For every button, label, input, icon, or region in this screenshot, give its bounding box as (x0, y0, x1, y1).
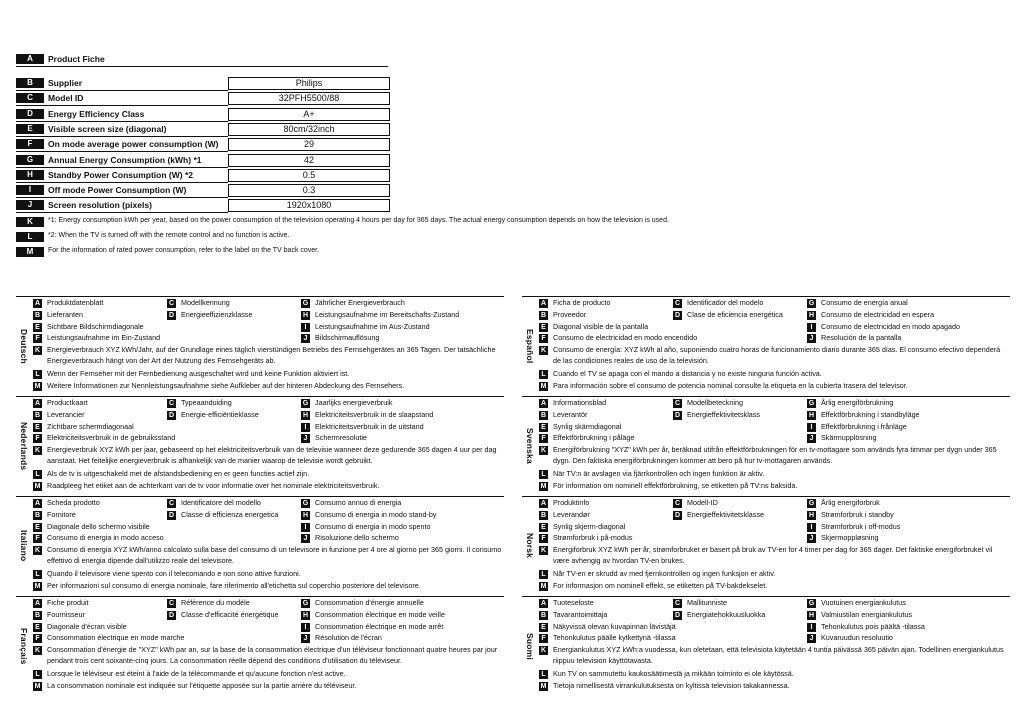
item-letter-f: F (33, 534, 42, 543)
item-letter-k: K (540, 347, 547, 355)
item-text-i: Consumo di energia in modo spento (315, 521, 431, 531)
item-letter-m: M (540, 482, 547, 490)
item-text-g: Jaarlijks energieverbruik (315, 398, 393, 407)
item-letter-g: G (302, 600, 309, 607)
item-letter-h: H (808, 411, 815, 419)
language-name: Italiano (19, 530, 29, 562)
item-text-m: La consommation nominale est indiquée sur l'étiquette apposée sur la partie arrière du téléviseur. (47, 680, 357, 690)
item-text-a: Tuoteseloste (553, 598, 594, 607)
item-text-f: Leistungsaufnahme im Ein-Zustand (47, 333, 161, 343)
item-letter-g: G (808, 400, 815, 407)
item-text-g: Consumo annuo di energia (315, 498, 402, 507)
item-letter-a: A (540, 600, 547, 607)
item-letter-h: H (302, 511, 309, 519)
fiche-row-letter: J (16, 200, 44, 210)
item-text-i: Leistungsaufnahme im Aus-Zustand (315, 321, 430, 331)
item-text-e: Zichtbare schermdiagonaal (47, 421, 134, 431)
fiche-row-label: Visible screen size (diagonal) (48, 124, 167, 134)
fiche-row-rule (16, 182, 228, 183)
item-letter-l: L (33, 370, 42, 379)
fiche-title: Product Fiche (48, 54, 105, 64)
item-letter-i: I (807, 323, 816, 332)
item-letter-e: E (33, 423, 42, 432)
fiche-row-value: 0.3 (228, 184, 390, 197)
item-letter-c: C (168, 500, 175, 507)
item-letter-d: D (168, 311, 175, 319)
item-text-f: Effektförbrukning i påläge (553, 433, 635, 443)
fiche-row-rule (16, 212, 228, 213)
fiche-row-label: Annual Energy Consumption (kWh) *1 (48, 155, 202, 165)
fiche-row-letter: E (16, 124, 44, 134)
item-text-k: Consumo de energía: XYZ kWh al año, suponiendo cuatro horas de funcionamiento diario durante 365 días. El consumo efectivo dependerá de las condiciones reales de uso de la televisión. (553, 345, 1001, 366)
language-block-rule (16, 396, 504, 397)
item-letter-c: C (674, 500, 681, 507)
item-text-m: For informasjon om nominell effekt, se etiketten på TV-bakdekselet. (553, 580, 768, 590)
item-text-d: Energiatehokkuusluokka (687, 609, 766, 619)
item-text-b: Fornitore (47, 509, 76, 519)
item-text-j: Risoluzione dello schermo (315, 533, 399, 543)
item-letter-h: H (302, 311, 309, 319)
fiche-row-label: Model ID (48, 93, 84, 103)
item-text-d: Classe d'efficacité énergétique (181, 609, 279, 619)
item-letter-f: F (539, 634, 548, 643)
item-letter-k: K (540, 647, 547, 655)
item-letter-e: E (539, 523, 548, 532)
item-letter-d: D (674, 311, 681, 319)
item-letter-i: I (807, 623, 816, 632)
fiche-note-text: *2: When the TV is turned off with the remote control and no function is active. (48, 232, 290, 239)
item-text-c: Modellbeteckning (687, 398, 743, 407)
item-letter-c: C (168, 600, 175, 607)
item-text-k: Energiförbrukning "XYZ" kWh per år, beräknad utifrån effektförbrukningen för en tv-mottagare som används fyra timmar per dygn under 365 dygn. Den faktiska energiförbrukningen kommer att bero på hur tv-mottagaren används. (553, 445, 997, 466)
item-text-c: Identificatore del modello (181, 498, 261, 507)
item-text-h: Consommation électrique en mode veille (315, 609, 445, 619)
item-letter-a: A (540, 300, 547, 307)
item-text-c: Identificador del modelo (687, 298, 764, 307)
item-text-l: Als de tv is uitgeschakeld met de afstandsbediening en er geen functies actief zijn. (47, 468, 310, 478)
item-text-a: Productkaart (47, 398, 88, 407)
item-letter-l: L (539, 670, 548, 679)
item-text-a: Scheda prodotto (47, 498, 100, 507)
item-text-b: Leverancier (47, 409, 85, 419)
item-letter-k: K (540, 547, 547, 555)
fiche-row-label: Supplier (48, 78, 83, 88)
item-letter-a: A (34, 400, 41, 407)
item-text-l: När TV:n är avslagen via fjärrkontrollen och ingen funktion är aktiv. (553, 468, 765, 478)
item-letter-l: L (539, 470, 548, 479)
item-letter-d: D (674, 411, 681, 419)
fiche-row-rule (16, 167, 228, 168)
item-letter-f: F (539, 534, 548, 543)
item-text-i: Strømforbruk i off-modus (821, 521, 901, 531)
item-letter-i: I (301, 523, 310, 532)
item-text-i: Effektförbrukning i frånläge (821, 421, 907, 431)
item-text-h: Elektriciteitsverbruik in de slaapstand (315, 409, 434, 419)
item-text-a: Ficha de producto (553, 298, 611, 307)
item-text-d: Energieffektivitetsklasse (687, 509, 764, 519)
item-text-m: För information om nominell effektförbrukning, se etiketten på TV:ns baksida. (553, 480, 798, 490)
item-letter-j: J (807, 334, 816, 343)
fiche-row-label: Off mode Power Consumption (W) (48, 185, 187, 195)
item-letter-d: D (168, 611, 175, 619)
item-letter-b: B (540, 511, 547, 519)
item-letter-e: E (33, 323, 42, 332)
item-letter-f: F (33, 334, 42, 343)
item-text-b: Lieferanten (47, 309, 83, 319)
language-block (16, 396, 504, 494)
fiche-row-label: Standby Power Consumption (W) *2 (48, 170, 193, 180)
fiche-row-rule (16, 105, 228, 106)
item-text-e: Diagonale dello schermo visibile (47, 521, 150, 531)
item-letter-i: I (807, 523, 816, 532)
item-letter-k: K (34, 547, 41, 555)
item-letter-g: G (808, 600, 815, 607)
item-letter-b: B (540, 311, 547, 319)
fiche-row-value: A+ (228, 108, 390, 121)
item-text-j: Kuvaruudun resoluutio (821, 633, 893, 643)
fiche-row-rule (16, 197, 228, 198)
item-letter-g: G (808, 500, 815, 507)
language-name: Svenska (525, 428, 535, 464)
fiche-row-letter: G (16, 155, 44, 165)
fiche-row-value: 32PFH5500/88 (228, 92, 390, 105)
language-block-rule (522, 596, 1010, 597)
language-name-column (522, 400, 538, 492)
item-letter-d: D (674, 511, 681, 519)
item-text-i: Consumo de electricidad en modo apagado (821, 321, 961, 331)
item-text-d: Clase de eficiencia energética (687, 309, 783, 319)
item-text-k: Energiforbruk XYZ kWh per år, strømforbruket er basert på bruk av TV-en for 4 timer per dag for 365 dager. Det faktiske energiforbruket vil være avhengig av hvordan TV-en brukes. (553, 545, 993, 566)
item-text-c: Modellkennung (181, 298, 230, 307)
item-letter-e: E (33, 523, 42, 532)
item-text-c: Typeaanduiding (181, 398, 232, 407)
item-text-a: Fiche produit (47, 598, 89, 607)
item-letter-a: A (34, 500, 41, 507)
item-letter-f: F (33, 634, 42, 643)
item-letter-j: J (301, 634, 310, 643)
item-text-j: Bildschirmauflösung (315, 333, 380, 343)
item-letter-m: M (540, 382, 547, 390)
item-letter-a: A (540, 400, 547, 407)
item-text-i: Tehonkulutus pois päältä -tilassa (821, 621, 925, 631)
fiche-row-letter: F (16, 139, 44, 149)
item-letter-i: I (301, 423, 310, 432)
item-text-d: Energieeffizienzklasse (181, 309, 253, 319)
item-text-c: Modell-ID (687, 498, 718, 507)
item-text-g: Consumo de energía anual (821, 298, 908, 307)
item-letter-a: A (540, 500, 547, 507)
item-letter-h: H (302, 611, 309, 619)
item-text-g: Årlig energiförbrukning (821, 398, 894, 407)
language-name-column (16, 400, 32, 492)
item-letter-m: M (34, 482, 41, 490)
item-text-k: Consumo di energia XYZ kWh/anno calcolato sulla base del consumo di un televisore in funzione per 4 ore al giorno per 365 giorni. Il consumo effettivo di energia dipende dall'utilizzo reale del televisore. (47, 545, 502, 566)
item-letter-d: D (674, 611, 681, 619)
item-text-i: Elektriciteitsverbruik in de uitstand (315, 421, 424, 431)
item-letter-c: C (674, 300, 681, 307)
language-name: Suomi (525, 632, 535, 660)
item-letter-b: B (34, 511, 41, 519)
item-text-m: Weitere Informationen zur Nennleistungsaufnahme siehe Aufkleber auf der hinteren Abdeckung des Fernsehers. (47, 380, 405, 390)
item-letter-c: C (168, 400, 175, 407)
item-text-d: Energie-efficiëntieklasse (181, 409, 259, 419)
item-letter-i: I (301, 323, 310, 332)
item-text-m: Raadpleeg het etiket aan de achterkant van de tv voor informatie over het nominale elektriciteitsverbruik. (47, 480, 380, 490)
item-letter-j: J (301, 534, 310, 543)
item-letter-m: M (34, 582, 41, 590)
item-text-l: Lorsque le téléviseur est éteint à l'aide de la télécommande et qu'aucune fonction n'est active. (47, 668, 346, 678)
item-text-b: Leverantör (553, 409, 588, 419)
fiche-note-letter: M (16, 247, 44, 257)
fiche-row-rule (16, 151, 228, 152)
item-text-h: Consumo de electricidad en espera (821, 309, 935, 319)
item-letter-a: A (34, 300, 41, 307)
fiche-row-letter: H (16, 170, 44, 180)
item-text-g: Consommation d'énergie annuelle (315, 598, 424, 607)
fiche-row-letter: D (16, 109, 44, 119)
item-letter-f: F (539, 334, 548, 343)
item-text-h: Valmiustilan energiankulutus (821, 609, 912, 619)
fiche-row-letter: C (16, 93, 44, 103)
item-letter-l: L (33, 470, 42, 479)
fiche-row-rule (16, 90, 228, 91)
item-letter-g: G (302, 300, 309, 307)
item-text-f: Consumo di energia in modo acceso (47, 533, 164, 543)
item-text-m: Per informazioni sul consumo di energia nominale, fare riferimento all'etichetta sul coperchio posteriore del televisore. (47, 580, 421, 590)
item-letter-c: C (168, 300, 175, 307)
fiche-row-letter: B (16, 78, 44, 88)
item-letter-f: F (33, 434, 42, 443)
item-text-h: Strømforbruk i standby (821, 509, 894, 519)
item-letter-k: K (34, 347, 41, 355)
item-text-g: Vuotuinen energiankulutus (821, 598, 906, 607)
fiche-row-label: On mode average power consumption (W) (48, 139, 219, 149)
item-text-h: Leistungsaufnahme im Bereitschafts-Zustand (315, 309, 460, 319)
fiche-note-letter: K (16, 217, 44, 227)
fiche-row-value: 80cm/32inch (228, 123, 390, 136)
fiche-note-text: *1: Energy consumption kWh per year, based on the power consumption of the television operating 4 hours per day for 365 days. The actual energy consumption depends on how the television is used. (48, 217, 669, 224)
item-text-l: Kun TV on sammutettu kaukosäätimestä ja mikään toiminto ei ole käytössä. (553, 668, 794, 678)
language-name: Español (525, 328, 535, 364)
item-letter-j: J (807, 434, 816, 443)
item-text-f: Strømforbruk i på-modus (553, 533, 633, 543)
item-letter-l: L (33, 670, 42, 679)
item-letter-f: F (539, 434, 548, 443)
item-text-l: Quando il televisore viene spento con il telecomando e non sono attive funzioni. (47, 568, 301, 578)
language-name-column (522, 600, 538, 692)
language-name-column (522, 500, 538, 592)
fiche-row-value: 0.5 (228, 169, 390, 182)
item-letter-h: H (808, 311, 815, 319)
item-text-h: Consumo di energia in modo stand-by (315, 509, 437, 519)
item-letter-m: M (34, 382, 41, 390)
item-text-k: Energieverbruik XYZ kWh per jaar, gebaseerd op het elektriciteitsverbruik van de televisie wanneer deze gedurende 365 dagen 4 uur per dag aanstaat. Het feitelijke energieverbruik is afhankelijk van de manier waarop de televisie wordt gebruikt. (47, 445, 497, 466)
item-letter-b: B (34, 311, 41, 319)
item-letter-g: G (808, 300, 815, 307)
item-letter-k: K (34, 647, 41, 655)
language-name: Deutsch (19, 328, 29, 364)
item-text-f: Consumo de electricidad en modo encendido (553, 333, 698, 343)
language-block (522, 496, 1010, 594)
item-letter-b: B (540, 611, 547, 619)
item-letter-d: D (168, 411, 175, 419)
language-block (522, 596, 1010, 694)
fiche-row-rule (16, 121, 228, 122)
item-text-j: Résolution de l'écran (315, 633, 382, 643)
item-text-j: Skärmupplösning (821, 433, 877, 443)
item-text-j: Resolución de la pantalla (821, 333, 902, 343)
item-letter-j: J (301, 334, 310, 343)
item-text-m: Tietoja nimellisestä virrankulutuksesta on kyltissä television takakannessa. (553, 680, 790, 690)
item-text-j: Skjermoppløsning (821, 533, 879, 543)
fiche-row-value: 1920x1080 (228, 199, 390, 212)
item-letter-a: A (34, 600, 41, 607)
language-block (16, 296, 504, 394)
item-text-g: Jährlicher Energieverbrauch (315, 298, 405, 307)
item-text-b: Leverandør (553, 509, 590, 519)
item-letter-e: E (539, 323, 548, 332)
item-letter-h: H (808, 611, 815, 619)
item-letter-m: M (34, 682, 41, 690)
item-letter-h: H (302, 411, 309, 419)
language-block (16, 496, 504, 594)
language-block (522, 296, 1010, 394)
item-text-e: Synlig skärmdiagonal (553, 421, 622, 431)
item-text-f: Consommation électrique en mode marche (47, 633, 185, 643)
item-letter-j: J (807, 634, 816, 643)
item-text-f: Elektriciteitsverbruik in de gebruiksstand (47, 433, 176, 443)
language-name: Nederlands (19, 421, 29, 471)
item-letter-m: M (540, 582, 547, 590)
fiche-row-label: Screen resolution (pixels) (48, 200, 152, 210)
fiche-title-letter: A (16, 54, 44, 64)
fiche-note-letter: L (16, 232, 44, 242)
item-letter-m: M (540, 682, 547, 690)
item-text-l: Wenn der Fernseher mit der Fernbedienung ausgeschaltet wird und keine Funktion aktiviert ist. (47, 368, 350, 378)
item-text-a: Informationsblad (553, 398, 607, 407)
item-text-e: Diagonal visible de la pantalla (553, 321, 649, 331)
item-text-b: Tavarantoimittaja (553, 609, 608, 619)
item-text-l: Cuando el TV se apaga con el mando a distancia y no existe ninguna función activa. (553, 368, 822, 378)
item-text-k: Energiankulutus XYZ kWh:a vuodessa, kun oletetaan, että televisiota käytetään 4 tuntia päivässä 365 päivän ajan. Todellinen energiankulutus riippuu television käyttötavasta. (553, 645, 1004, 666)
item-letter-i: I (301, 623, 310, 632)
language-name: Français (19, 627, 29, 665)
item-letter-i: I (807, 423, 816, 432)
item-text-d: Energieffektivitetsklass (687, 409, 760, 419)
item-text-d: Classe di efficienza energetica (181, 509, 279, 519)
item-text-m: Para información sobre el consumo de potencia nominal consulte la etiqueta en la cubierta trasera del televisor. (553, 380, 908, 390)
item-text-e: Sichtbare Bildschirmdiagonale (47, 321, 144, 331)
fiche-row-letter: I (16, 185, 44, 195)
item-letter-g: G (302, 500, 309, 507)
item-text-c: Mallitunniste (687, 598, 727, 607)
item-letter-b: B (34, 611, 41, 619)
item-text-i: Consommation électrique en mode arrêt (315, 621, 444, 631)
item-letter-j: J (807, 534, 816, 543)
language-block (522, 396, 1010, 494)
item-letter-l: L (539, 370, 548, 379)
item-text-f: Tehonkulutus päälle kytkettynä -tilassa (553, 633, 676, 643)
item-text-h: Effektförbrukning i standbyläge (821, 409, 920, 419)
item-letter-l: L (539, 570, 548, 579)
item-letter-b: B (34, 411, 41, 419)
item-letter-c: C (674, 600, 681, 607)
language-block-rule (522, 496, 1010, 497)
item-letter-b: B (540, 411, 547, 419)
item-text-g: Årlig energiforbruk (821, 498, 880, 507)
item-text-b: Proveedor (553, 309, 587, 319)
item-letter-d: D (168, 511, 175, 519)
fiche-note-text: For the information of rated power consumption, refer to the label on the TV back cover. (48, 247, 320, 254)
language-name-column (16, 600, 32, 692)
item-letter-k: K (540, 447, 547, 455)
item-text-l: Når TV-en er skrudd av med fjernkontrollen og ingen funksjon er aktiv. (553, 568, 776, 578)
item-letter-k: K (34, 447, 41, 455)
language-name-column (16, 300, 32, 392)
item-letter-g: G (302, 400, 309, 407)
item-text-e: Synlig skjerm-diagonal (553, 521, 626, 531)
item-text-e: Diagonale d'écran visible (47, 621, 127, 631)
item-letter-h: H (808, 511, 815, 519)
item-letter-e: E (539, 623, 548, 632)
item-text-c: Référence du modèle (181, 598, 250, 607)
item-text-k: Consommation d'énergie de "XYZ" kWh par an, sur la base de la consommation électrique d'un téléviseur fonctionnant quatre heures par jour pendant trois cent soixante-cinq jours. La consommation réelle dépend des conditions d'utilisation du téléviseur. (47, 645, 498, 666)
language-name-column (16, 500, 32, 592)
item-text-a: Produktinfo (553, 498, 590, 507)
item-text-e: Näkyvissä olevan kuvapinnan lävistäjä (553, 621, 676, 631)
item-text-j: Schermresolutie (315, 433, 367, 443)
item-letter-j: J (301, 434, 310, 443)
language-block (16, 596, 504, 694)
fiche-row-rule (16, 136, 228, 137)
language-name: Norsk (525, 533, 535, 559)
fiche-row-value: 42 (228, 154, 390, 167)
item-text-b: Fournisseur (47, 609, 85, 619)
fiche-row-value: 29 (228, 138, 390, 151)
item-letter-e: E (33, 623, 42, 632)
fiche-row-label: Energy Efficiency Class (48, 109, 145, 119)
item-text-a: Produktdatenblatt (47, 298, 104, 307)
item-text-k: Energieverbrauch XYZ kWh/Jahr, auf der Grundlage eines täglich vierstündigen Betriebs des Fernsehgerätes an 365 Tagen. Der tatsächliche Energieverbrauch hängt von der Art der Nutzung des Fernsehgeräts ab. (47, 345, 496, 366)
item-letter-c: C (674, 400, 681, 407)
fiche-title-rule (16, 66, 388, 67)
item-letter-l: L (33, 570, 42, 579)
language-block-rule (16, 596, 504, 597)
item-letter-e: E (539, 423, 548, 432)
fiche-row-value: Philips (228, 77, 390, 90)
language-name-column (522, 300, 538, 392)
